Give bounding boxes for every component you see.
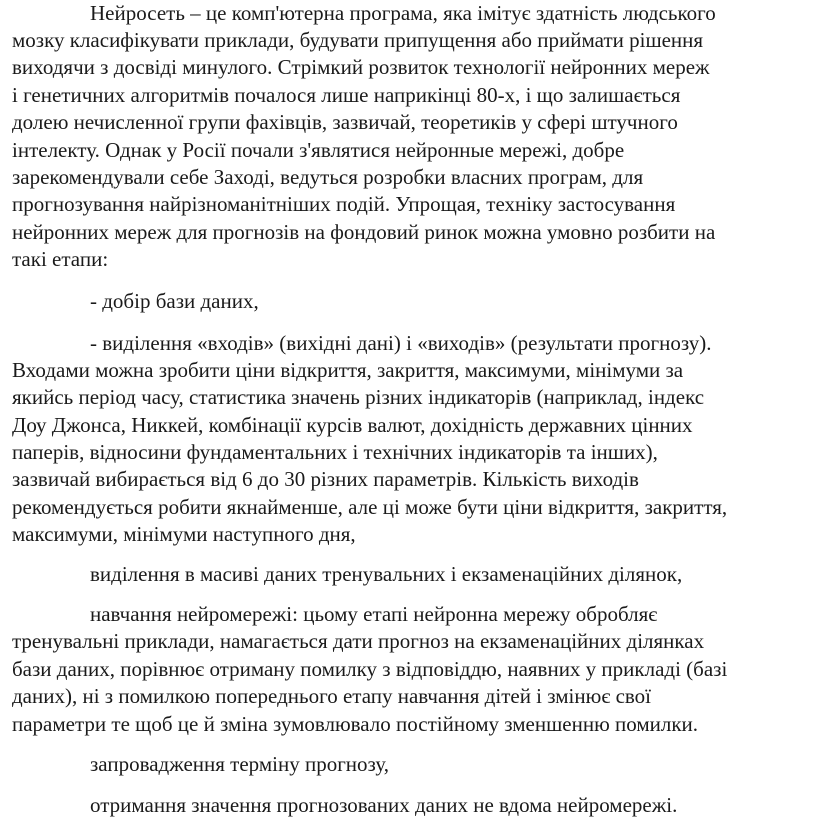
text-line: і генетичних алгоритмів почалося лише наприкінці 80-х, і що залишається (12, 83, 681, 107)
text-line: рекомендується робити якнайменше, але ці може бути ціни відкриття, закриття, (12, 495, 728, 519)
text-line: максимуми, мінімуми наступного дня, (12, 522, 356, 546)
list-item: - виділення «входів» (вихідні дані) і «виходів» (результати прогнозу). (90, 331, 712, 355)
text-line: параметри те щоб це й зміна зумовлювало постійному зменшенню помилки. (12, 712, 699, 736)
text-line: Входами можна зробити ціни відкриття, закриття, максимуми, мінімуми за (12, 358, 684, 382)
list-item: виділення в масиві даних тренувальних і екзаменаційних ділянок, (90, 562, 683, 586)
text-line: такі етапи: (12, 247, 109, 271)
text-line: зазвичай вибирається від 6 до 30 різних параметрів. Кількість виходів (12, 467, 639, 491)
text-line: інтелекту. Однак у Росії почали з'являтися нейронные мережі, добре (12, 138, 625, 162)
text-line: долею нечисленної групи фахівців, зазвичай, теоретиків у сфері штучного (12, 110, 678, 134)
text-line: нейронних мереж для прогнозів на фондовий ринок можна умовно розбити на (12, 220, 716, 244)
text-line: зарекомендували себе Заході, ведуться розробки власних програм, для (12, 165, 644, 189)
text-line: тренувальні приклади, намагається дати прогноз на екзаменаційних ділянках (12, 629, 705, 653)
text-line: прогнозування найрізноманітніших подій. Упрощая, техніку застосування (12, 192, 676, 216)
text-line: Нейросеть – це комп'ютерна програма, яка імітує здатність людського (90, 1, 716, 25)
list-item: запровадження терміну прогнозу, (90, 752, 390, 776)
text-line: мозку класифікувати приклади, будувати припущення або приймати рішення (12, 28, 704, 52)
text-line: якийсь період часу, статистика значень різних індикаторів (наприклад, індекс (12, 385, 705, 409)
text-line: виходячи з досвіді минулого. Стрімкий розвиток технології нейронних мереж (12, 55, 710, 79)
text-line: бази даних, порівнює отриману помилку з відповіддю, наявних у прикладі (базі (12, 657, 728, 681)
list-item: навчання нейромережі: цьому етапі нейронна мережу обробляє (90, 602, 658, 626)
text-line: паперів, відносини фундаментальних і технічних індикаторів та інших), (12, 440, 658, 464)
text-line: даних), ні з помилкою попереднього етапу навчання дітей і змінює свої (12, 684, 652, 708)
list-item: отримання значення прогнозованих даних не вдома нейромережі. (90, 793, 678, 817)
list-item: - добір бази даних, (90, 289, 259, 313)
text-line: Доу Джонса, Никкей, комбінації курсів валют, дохідність державних цінних (12, 413, 693, 437)
